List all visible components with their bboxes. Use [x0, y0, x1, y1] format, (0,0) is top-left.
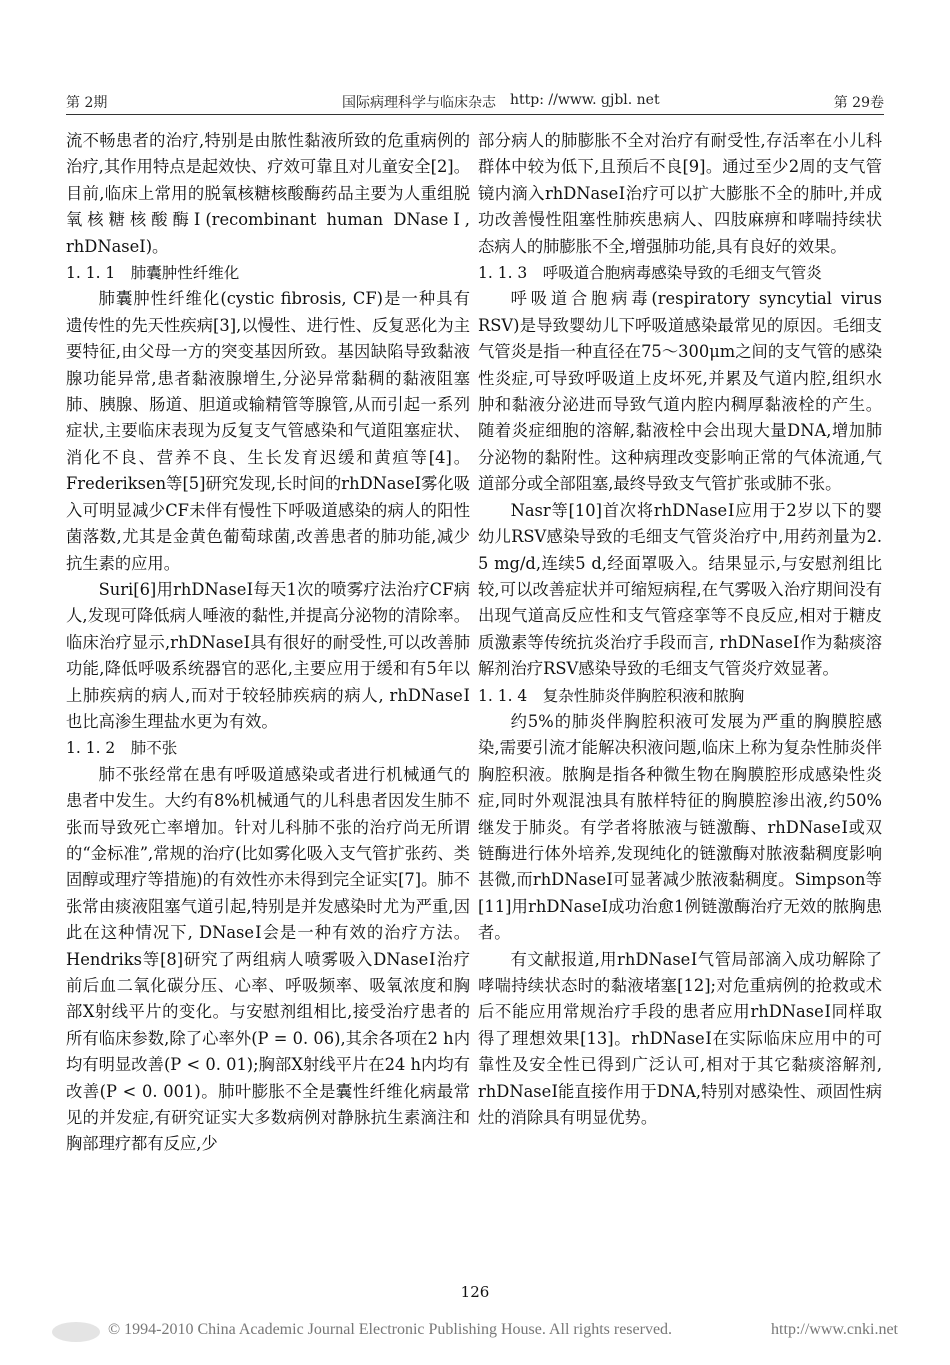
paragraph: 肺不张经常在患有呼吸道感染或者进行机械通气的患者中发生。大约有8%机械通气的儿科患者因发生肺不张而导致死亡率增加。针对儿科肺不张的治疗尚无所谓的“金标准”,常规的治疗(比如雾化吸入支气管扩张药、类固醇或理疗等措施)的有效性亦未得到完全证实[7]。肺不张常由痰液阻塞气道引起,特别是并发感染时尤为严重,因此在这种情况下, DNaseⅠ会是一种有效的治疗方法。Hendriks等[8]研究了两组病人喷雾吸入DNaseⅠ治疗前后血二氧化碳分压、心率、呼吸频率、吸氧浓度和胸部X射线平片的变化。与安慰剂组相比,接受治疗患者的所有临床参数,除了心率外(P = 0. 06),其余各项在2 h内均有明显改善(P < 0. 01);胸部X射线平片在24 h内均有改善(P < 0. 001)。肺叶膨胀不全是囊性纤维化病最常见的并发症,有研究证实大多数病例对静脉抗生素滴注和胸部理疗都有反应,少: [66, 764, 470, 1154]
journal-url[interactable]: http: //www. gjbl. net: [510, 92, 660, 108]
left-column: [66, 128, 470, 1158]
paragraph: Nasr等[10]首次将rhDNaseⅠ应用于2岁以下的婴幼儿RSV感染导致的毛细支气管炎治疗中,用药剂量为2. 5 mg/d,连续5 d,经面罩吸入。结果显示,与安慰剂组比较,可以改善症状并可缩短病程,在气雾吸入治疗期间没有出现气道高反应性和支气管痉挛等不良反应,相对于糖皮质激素等传统抗炎治疗手段而言, rhDNaseⅠ作为黏痰溶解剂治疗RSV感染导致的毛细支气管炎疗效显著。: [478, 500, 882, 679]
section-heading: 1. 1. 1 肺囊肿性纤维化: [66, 264, 240, 283]
volume-number: 第 29卷: [833, 95, 884, 111]
paragraph: 有文献报道,用rhDNaseⅠ气管局部滴入成功解除了哮喘持续状态时的黏液堵塞[12];对危重病例的抢救或术后不能应用常规治疗手段的患者应用rhDNaseⅠ同样取得了理想效果[13]。rhDNaseⅠ在实际临床应用中的可靠性及安全性已得到广泛认可,相对于其它黏痰溶解剂, rhDNaseⅠ能直接作用于DNA,特别对感染性、顽固性病灶的消除具有明显优势。: [478, 949, 882, 1128]
cnki-link[interactable]: http://www.cnki.net: [771, 1321, 898, 1338]
paragraph: 肺囊肿性纤维化(cystic fibrosis, CF)是一种具有遗传性的先天性疾病[3],以慢性、进行性、反复恶化为主要特征,由父母一方的突变基因所致。基因缺陷导致黏液腺功能异常,患者黏液腺增生,分泌异常黏稠的黏液阻塞肺、胰腺、肠道、胆道或输精管等腺管,从而引起一系列症状,主要临床表现为反复支气管感染和气道阻塞症状、消化不良、营养不良、生长发育迟缓和黄疸等[4]。Frederiksen等[5]研究发现,长时间的rhDNaseⅠ雾化吸入可明显减少CF未伴有慢性下呼吸道感染的病人的阳性菌落数,尤其是金黄色葡萄球菌,改善患者的肺功能,减少抗生素的应用。: [66, 289, 470, 573]
running-header: [66, 92, 884, 114]
cnki-logo-icon: [52, 1322, 100, 1342]
section-heading: 1. 1. 3 呼吸道合胞病毒感染导致的毛细支气管炎: [478, 264, 822, 283]
paragraph: 约5%的肺炎伴胸腔积液可发展为严重的胸膜腔感染,需要引流才能解决积液问题,临床上称为复杂性肺炎伴胸腔积液。脓胸是指各种微生物在胸膜腔形成感染性炎症,同时外观混浊具有脓样特征的胸膜腔渗出液,约50%继发于肺炎。有学者将脓液与链激酶、rhDNaseⅠ或双链酶进行体外培养,发现纯化的链激酶对脓液黏稠度影响甚微,而rhDNaseⅠ可显著减少脓液黏稠度。Simpson等[11]用rhDNaseⅠ成功治愈1例链激酶治疗无效的脓胸患者。: [478, 711, 882, 943]
section-heading: 1. 1. 4 复杂性肺炎伴胸腔积液和脓胸: [478, 686, 745, 705]
right-column: [478, 128, 882, 1131]
paragraph: 部分病人的肺膨胀不全对治疗有耐受性,存活率在小儿科群体中较为低下,且预后不良[9]。通过至少2周的支气管镜内滴入rhDNaseⅠ治疗可以扩大膨胀不全的肺叶,并成功改善慢性阻塞性肺疾患病人、四肢麻痹和哮喘持续状态病人的肺膨胀不全,增强肺功能,具有良好的效果。: [478, 131, 882, 256]
copyright-notice: © 1994-2010 China Academic Journal Electronic Publishing House. All rights reserved.: [108, 1321, 673, 1338]
issue-number: 第 2期: [66, 95, 108, 111]
section-heading: 1. 1. 2 肺不张: [66, 739, 178, 758]
paragraph: 呼吸道合胞病毒(respiratory syncytial virus RSV)是导致婴幼儿下呼吸道感染最常见的原因。毛细支气管炎是指一种直径在75～300μm之间的支气管的感染性炎症,可导致呼吸道上皮坏死,并累及气道内腔,组织水肿和黏液分泌进而导致气道内腔内稠厚黏液栓的产生。随着炎症细胞的溶解,黏液栓中会出现大量DNA,增加肺分泌物的黏附性。这种病理改变影响正常的气体流通,气道部分或全部阻塞,最终导致支气管扩张或肺不张。: [478, 289, 882, 494]
journal-name: 国际病理科学与临床杂志: [342, 95, 496, 111]
footer: [52, 1321, 898, 1343]
page-number: 126: [460, 1283, 490, 1301]
header-rule: [66, 114, 884, 115]
paragraph: Suri[6]用rhDNaseⅠ每天1次的喷雾疗法治疗CF病人,发现可降低病人唾液的黏性,并提高分泌物的清除率。临床治疗显示,rhDNaseⅠ具有很好的耐受性,可以改善肺功能,降低呼吸系统器官的恶化,主要应用于缓和有5年以上肺疾病的病人,而对于较轻肺疾病的病人, rhDNaseⅠ也比高渗生理盐水更为有效。: [66, 579, 470, 731]
paragraph: 流不畅患者的治疗,特别是由脓性黏液所致的危重病例的治疗,其作用特点是起效快、疗效可靠且对儿童安全[2]。目前,临床上常用的脱氧核糖核酸酶药品主要为人重组脱氧核糖核酸酶Ⅰ(recombinant human DNaseⅠ, rhDNaseⅠ)。: [66, 131, 470, 256]
